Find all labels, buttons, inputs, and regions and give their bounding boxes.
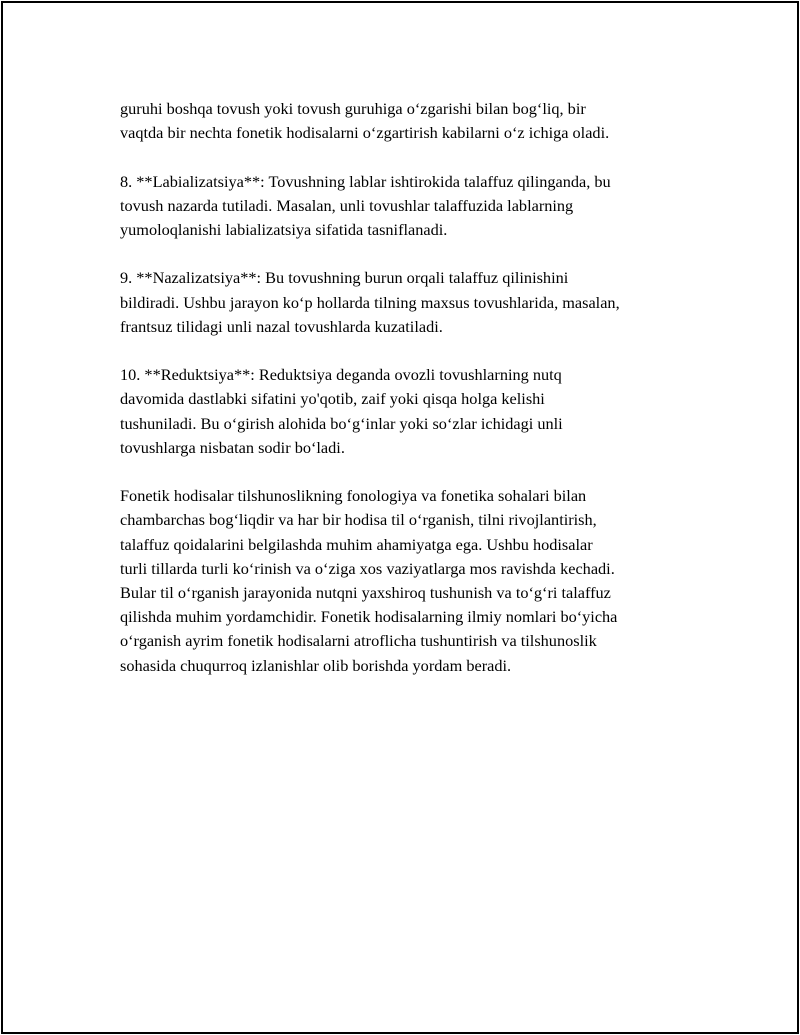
text-line: sohasida chuqurroq izlanishlar olib borishda yordam beradi. bbox=[120, 655, 512, 675]
text-line: tovushlarga nisbatan sodir bo‘ladi. bbox=[120, 437, 345, 457]
text-line: guruhi boshqa tovush yoki tovush guruhiga o‘zgarishi bilan bog‘liq, bir bbox=[120, 99, 586, 118]
paragraph-conclusion bbox=[120, 484, 700, 678]
text-line: vaqtda bir nechta fonetik hodisalarni o‘zgartirish kabilarni o‘z ichiga oladi. bbox=[120, 123, 610, 143]
text-line: Fonetik hodisalar tilshunoslikning fonologiya va fonetika sohalari bilan bbox=[120, 486, 587, 506]
text-line: davomida dastlabki sifatini yo'qotib, zaif yoki qisqa holga kelishi bbox=[120, 389, 545, 409]
document-body bbox=[120, 97, 700, 702]
text-line: 10. **Reduktsiya**: Reduktsiya deganda ovozli tovushlarning nutq bbox=[120, 365, 562, 385]
paragraph-nazalizatsiya bbox=[120, 266, 700, 339]
text-line: chambarchas bog‘liqdir va har bir hodisa til o‘rganish, tilni rivojlantirish, bbox=[120, 510, 597, 530]
text-line: qilishda muhim yordamchidir. Fonetik hodisalarning ilmiy nomlari bo‘yicha bbox=[120, 607, 618, 627]
paragraph-labializatsiya bbox=[120, 170, 700, 243]
paragraph-reduktsiya bbox=[120, 363, 700, 460]
text-line: 9. **Nazalizatsiya**: Bu tovushning burun orqali talaffuz qilinishini bbox=[120, 268, 569, 288]
paragraph-continuation bbox=[120, 97, 700, 145]
text-line: talaffuz qoidalarini belgilashda muhim ahamiyatga ega. Ushbu hodisalar bbox=[120, 534, 593, 554]
text-line: tushuniladi. Bu o‘girish alohida bo‘g‘inlar yoki so‘zlar ichidagi unli bbox=[120, 413, 563, 433]
text-line: 8. **Labializatsiya**: Tovushning lablar ishtirokida talaffuz qilinganda, bu bbox=[120, 171, 611, 191]
page-frame bbox=[1, 1, 799, 1034]
text-line: tovush nazarda tutiladi. Masalan, unli tovushlar talaffuzida lablarning bbox=[120, 195, 574, 215]
text-line: yumoloqlanishi labializatsiya sifatida tasniflanadi. bbox=[120, 220, 448, 239]
text-line: bildiradi. Ushbu jarayon ko‘p hollarda tilning maxsus tovushlarida, masalan, bbox=[120, 292, 620, 312]
text-line: Bular til o‘rganish jarayonida nutqni yaxshiroq tushunish va to‘g‘ri talaffuz bbox=[120, 583, 611, 602]
text-line: frantsuz tilidagi unli nazal tovushlarda kuzatiladi. bbox=[120, 316, 443, 336]
text-line: o‘rganish ayrim fonetik hodisalarni atroflicha tushuntirish va tilshunoslik bbox=[120, 631, 597, 651]
text-line: turli tillarda turli ko‘rinish va o‘ziga xos vaziyatlarga mos ravishda kechadi. bbox=[120, 558, 615, 578]
